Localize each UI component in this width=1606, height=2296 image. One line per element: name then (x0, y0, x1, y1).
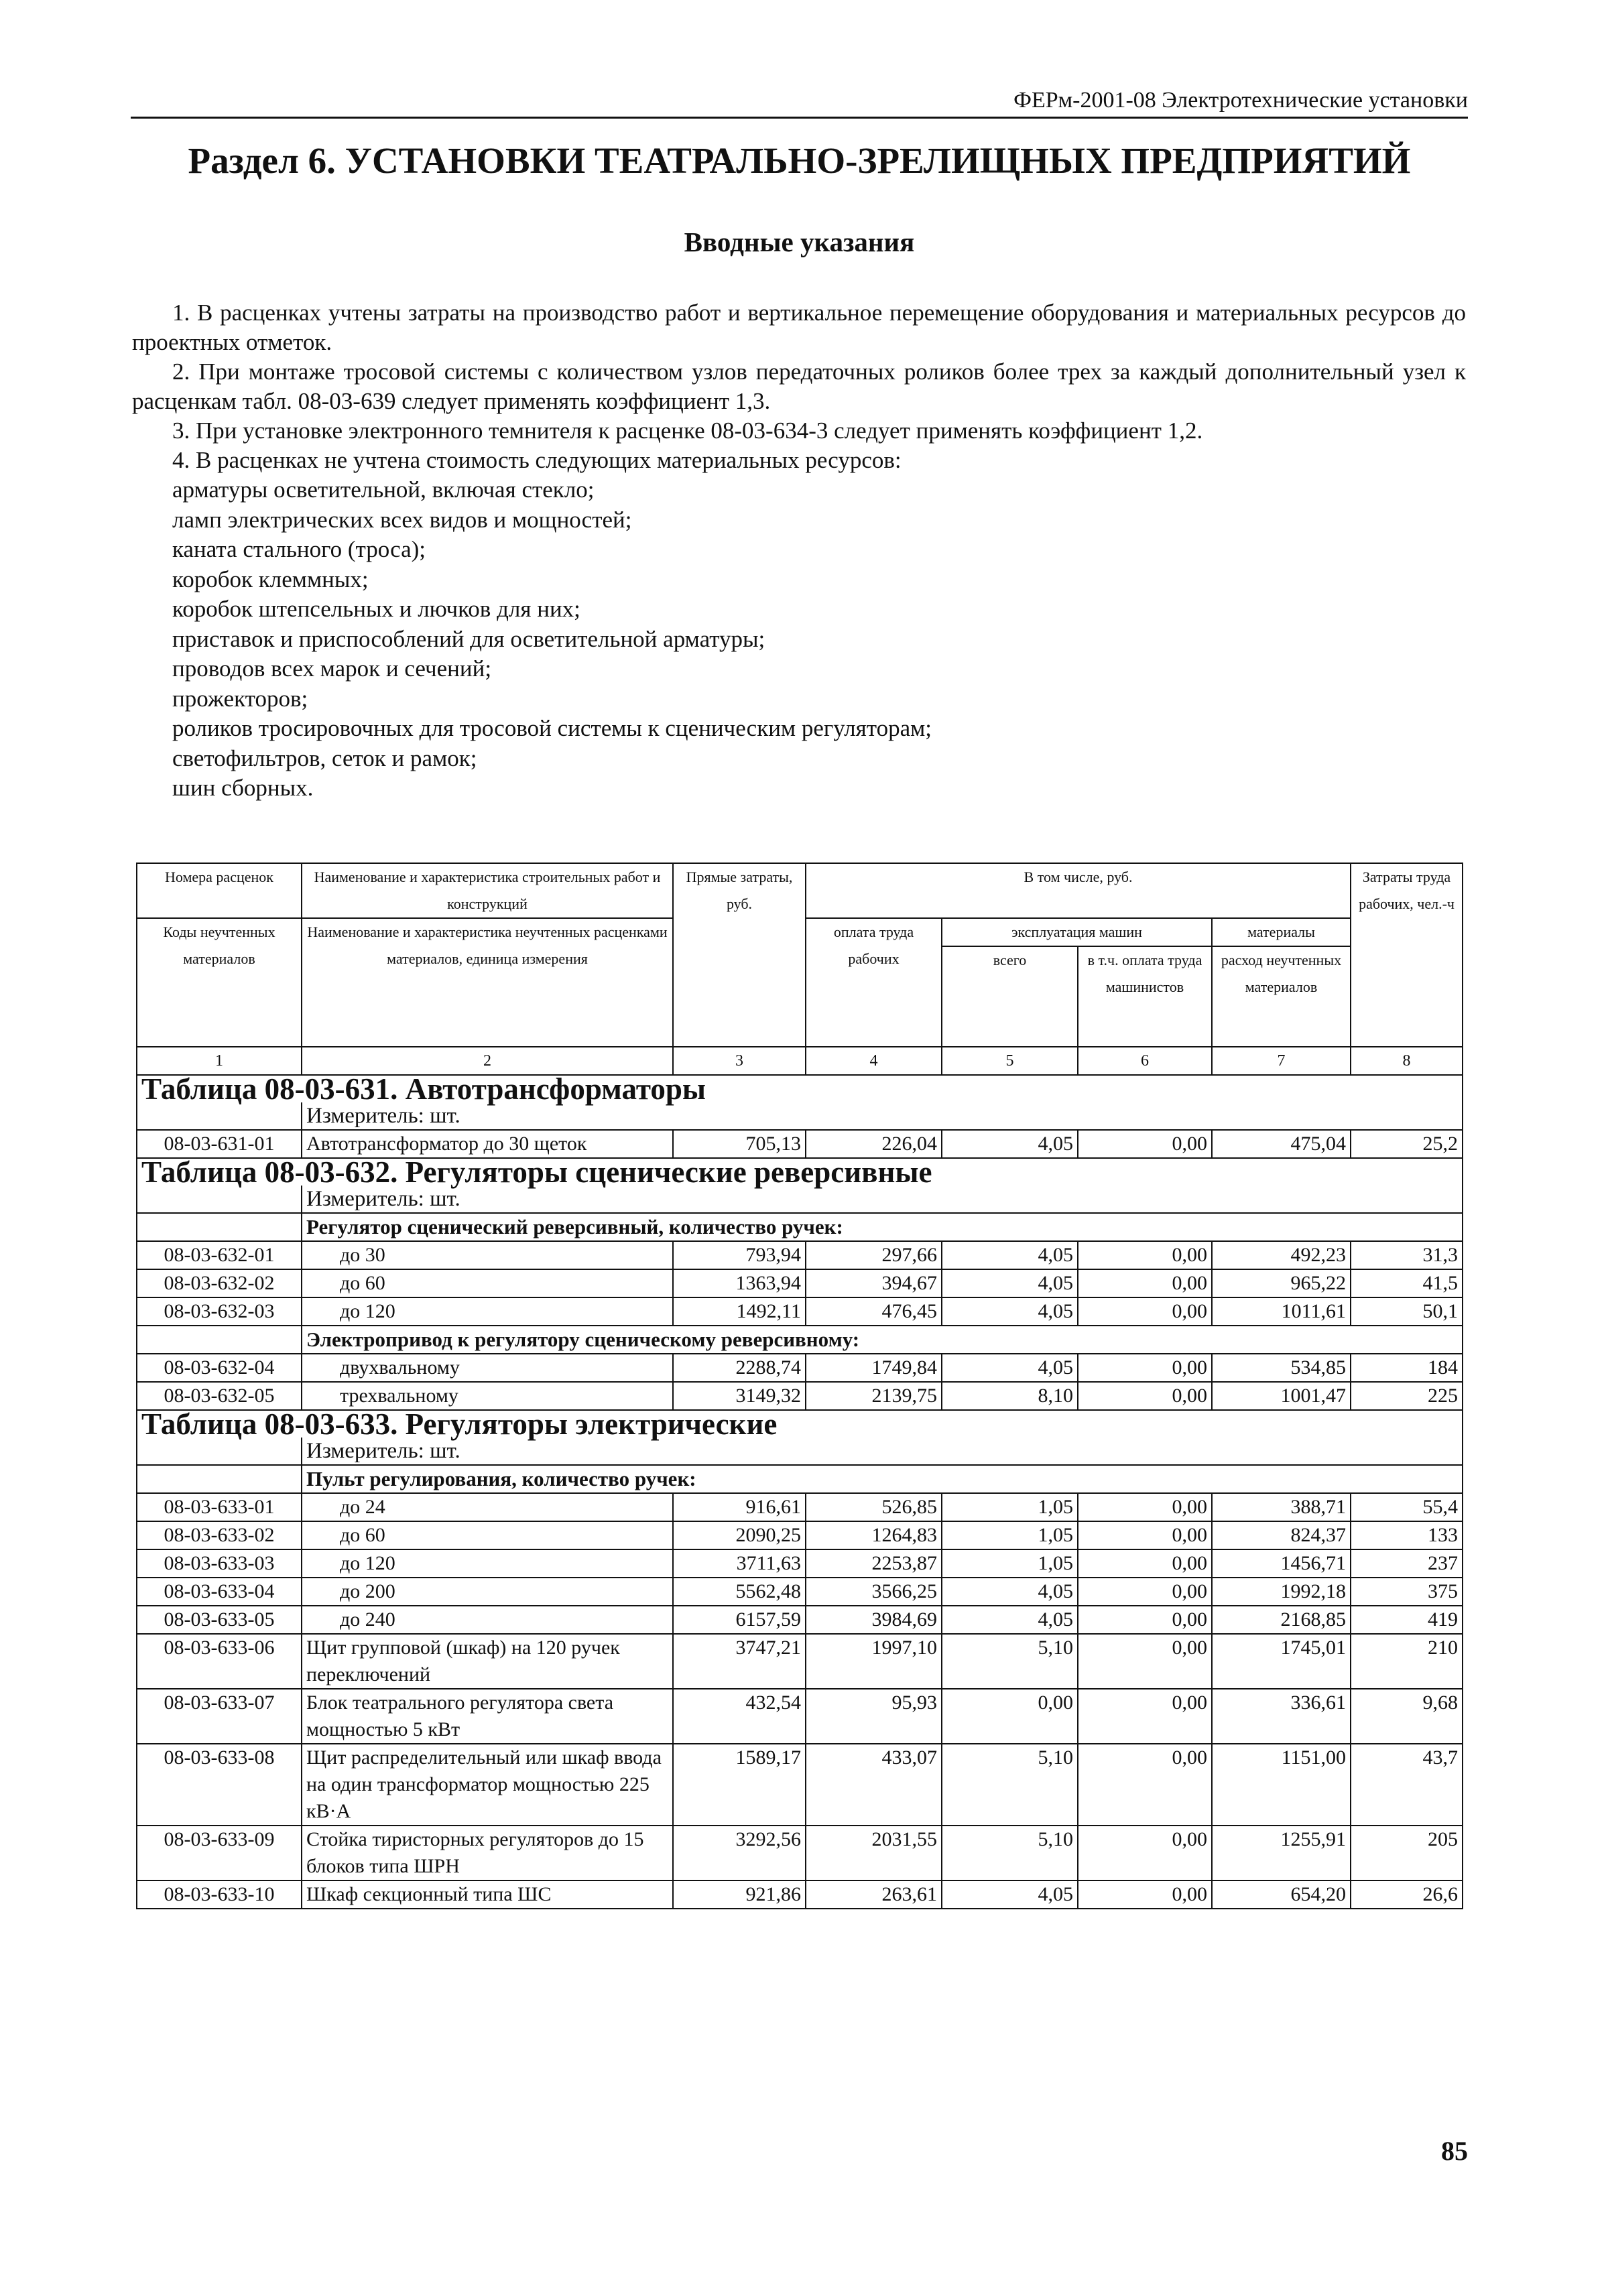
direct-costs: 916,61 (673, 1493, 806, 1521)
work-name: трехвальному (302, 1382, 673, 1410)
list-item: шин сборных. (172, 775, 314, 801)
list-item: роликов тросировочных для тросовой системы к сценическим регуляторам; (172, 715, 932, 741)
materials-cost: 824,37 (1212, 1521, 1351, 1549)
labor-pay: 95,93 (806, 1689, 942, 1744)
unit-spacer (137, 1438, 302, 1465)
work-name: Щит групповой (шкаф) на 120 ручек переключений (302, 1634, 673, 1689)
list-item: ламп электрических всех видов и мощностей; (172, 506, 632, 533)
work-name: Стойка тиристорных регуляторов до 15 блоков типа ШРН (302, 1826, 673, 1880)
labor-hours: 225 (1351, 1382, 1463, 1410)
direct-costs: 6157,59 (673, 1606, 806, 1634)
labor-hours: 184 (1351, 1354, 1463, 1382)
materials-cost: 475,04 (1212, 1130, 1351, 1158)
direct-costs: 3292,56 (673, 1826, 806, 1880)
work-name: Щит распределительный или шкаф ввода на один трансформатор мощностью 225 кВ·А (302, 1744, 673, 1826)
labor-hours: 237 (1351, 1549, 1463, 1578)
materials-cost: 388,71 (1212, 1493, 1351, 1521)
column-number: 4 (806, 1047, 942, 1075)
unit-spacer (137, 1102, 302, 1130)
rate-code: 08-03-633-09 (137, 1826, 302, 1880)
labor-hours: 41,5 (1351, 1269, 1463, 1297)
operator-pay: 0,00 (1078, 1744, 1212, 1826)
machine-costs: 5,10 (942, 1634, 1078, 1689)
materials-cost: 1151,00 (1212, 1744, 1351, 1826)
header-direct-costs: Прямые затраты, руб. (673, 863, 806, 1047)
rate-code: 08-03-633-08 (137, 1744, 302, 1826)
operator-pay: 0,00 (1078, 1493, 1212, 1521)
table-section-title-row (137, 1075, 1463, 1102)
direct-costs: 1589,17 (673, 1744, 806, 1826)
labor-hours: 25,2 (1351, 1130, 1463, 1158)
materials-cost: 1992,18 (1212, 1578, 1351, 1606)
group-spacer (137, 1465, 302, 1493)
labor-hours: 205 (1351, 1826, 1463, 1880)
work-name: до 60 (302, 1269, 673, 1297)
machine-costs: 4,05 (942, 1880, 1078, 1909)
direct-costs: 705,13 (673, 1130, 806, 1158)
operator-pay: 0,00 (1078, 1130, 1212, 1158)
materials-cost: 1001,47 (1212, 1382, 1351, 1410)
work-name: до 200 (302, 1578, 673, 1606)
group-heading-row (137, 1213, 1463, 1241)
work-name: двухвальному (302, 1354, 673, 1382)
table-section-title-row (137, 1158, 1463, 1186)
rate-code: 08-03-633-06 (137, 1634, 302, 1689)
rate-code: 08-03-632-03 (137, 1297, 302, 1326)
table-row (137, 1578, 1463, 1606)
header-machines-total: всего (942, 946, 1078, 1047)
materials-cost: 492,23 (1212, 1241, 1351, 1269)
machine-costs: 4,05 (942, 1606, 1078, 1634)
intro-paragraph-4: 4. В расценках не учтена стоимость следующих материальных ресурсов: (172, 447, 902, 473)
work-name: до 30 (302, 1241, 673, 1269)
machine-costs: 4,05 (942, 1297, 1078, 1326)
page-number: 85 (1441, 2136, 1468, 2166)
labor-hours: 375 (1351, 1578, 1463, 1606)
table-section-title: Таблица 08-03-632. Регуляторы сценические реверсивные (137, 1158, 1463, 1186)
header-col2-top: Наименование и характеристика строительных работ и конструкций (302, 863, 673, 918)
list-item: каната стального (троса); (172, 536, 426, 562)
labor-hours: 43,7 (1351, 1744, 1463, 1826)
column-number: 3 (673, 1047, 806, 1075)
rate-code: 08-03-632-05 (137, 1382, 302, 1410)
work-name: до 120 (302, 1549, 673, 1578)
header-materials-sub: расход неучтенных материалов (1212, 946, 1351, 1047)
labor-hours: 26,6 (1351, 1880, 1463, 1909)
header-col2-bottom: Наименование и характеристика неучтенных расценками материалов, единица измерения (302, 918, 673, 1047)
table-row (137, 1269, 1463, 1297)
intro-paragraph-3: 3. При установке электронного темнителя к расценке 08-03-634-3 следует применять коэффициент 1,2. (172, 418, 1203, 444)
materials-cost: 534,85 (1212, 1354, 1351, 1382)
direct-costs: 1363,94 (673, 1269, 806, 1297)
rate-code: 08-03-633-04 (137, 1578, 302, 1606)
labor-pay: 1264,83 (806, 1521, 942, 1549)
table-row (137, 1382, 1463, 1410)
operator-pay: 0,00 (1078, 1241, 1212, 1269)
unit-label: Измеритель: шт. (302, 1102, 1463, 1130)
labor-hours: 55,4 (1351, 1493, 1463, 1521)
direct-costs: 432,54 (673, 1689, 806, 1744)
intro-text (132, 298, 1466, 804)
labor-pay: 2031,55 (806, 1826, 942, 1880)
table-row (137, 1354, 1463, 1382)
direct-costs: 5562,48 (673, 1578, 806, 1606)
group-spacer (137, 1213, 302, 1241)
column-number: 2 (302, 1047, 673, 1075)
labor-pay: 2139,75 (806, 1382, 942, 1410)
unit-label: Измеритель: шт. (302, 1438, 1463, 1465)
rate-code: 08-03-633-05 (137, 1606, 302, 1634)
machine-costs: 5,10 (942, 1744, 1078, 1826)
column-number: 7 (1212, 1047, 1351, 1075)
rates-table (136, 863, 1463, 1909)
intro-paragraph-2: 2. При монтаже тросовой системы с количеством узлов передаточных роликов более трех за каждый дополнительный узел к расценкам табл. 08-03-639 следует применять коэффициент 1,3. (132, 359, 1466, 414)
materials-cost: 965,22 (1212, 1269, 1351, 1297)
unaccounted-materials-list (132, 475, 1466, 804)
intro-paragraph-1: 1. В расценках учтены затраты на производство работ и вертикальное перемещение оборудования и материальных ресурсов до проектных отметок. (132, 300, 1466, 355)
labor-hours: 31,3 (1351, 1241, 1463, 1269)
operator-pay: 0,00 (1078, 1354, 1212, 1382)
labor-pay: 3984,69 (806, 1606, 942, 1634)
list-item: приставок и приспособлений для осветительной арматуры; (172, 625, 765, 652)
labor-pay: 476,45 (806, 1297, 942, 1326)
unit-label: Измеритель: шт. (302, 1186, 1463, 1213)
group-heading-row (137, 1465, 1463, 1493)
section-title: Раздел 6. УСТАНОВКИ ТЕАТРАЛЬНО-ЗРЕЛИЩНЫХ ПРЕДПРИЯТИЙ (188, 140, 1411, 181)
header-labor-costs: Затраты труда рабочих, чел.-ч (1351, 863, 1463, 1047)
operator-pay: 0,00 (1078, 1297, 1212, 1326)
operator-pay: 0,00 (1078, 1606, 1212, 1634)
direct-costs: 2288,74 (673, 1354, 806, 1382)
list-item: коробок штепсельных и лючков для них; (172, 596, 580, 622)
rate-code: 08-03-633-10 (137, 1880, 302, 1909)
group-spacer (137, 1326, 302, 1354)
column-number: 8 (1351, 1047, 1463, 1075)
table-row (137, 1826, 1463, 1880)
table-section-title-row (137, 1410, 1463, 1438)
group-heading-row (137, 1326, 1463, 1354)
materials-cost: 1745,01 (1212, 1634, 1351, 1689)
table-row (137, 1549, 1463, 1578)
unit-row (137, 1438, 1463, 1465)
unit-spacer (137, 1186, 302, 1213)
rate-code: 08-03-632-01 (137, 1241, 302, 1269)
direct-costs: 793,94 (673, 1241, 806, 1269)
machine-costs: 4,05 (942, 1241, 1078, 1269)
table-row (137, 1634, 1463, 1689)
table-row (137, 1297, 1463, 1326)
rate-code: 08-03-633-02 (137, 1521, 302, 1549)
table-section-title: Таблица 08-03-631. Автотрансформаторы (137, 1075, 1463, 1102)
work-name: до 120 (302, 1297, 673, 1326)
labor-pay: 1997,10 (806, 1634, 942, 1689)
operator-pay: 0,00 (1078, 1382, 1212, 1410)
table-row (137, 1241, 1463, 1269)
labor-hours: 419 (1351, 1606, 1463, 1634)
direct-costs: 921,86 (673, 1880, 806, 1909)
list-item: коробок клеммных; (172, 566, 369, 592)
group-heading: Регулятор сценический реверсивный, количество ручек: (302, 1213, 1463, 1241)
direct-costs: 2090,25 (673, 1521, 806, 1549)
rate-code: 08-03-632-02 (137, 1269, 302, 1297)
work-name: Блок театрального регулятора света мощностью 5 кВт (302, 1689, 673, 1744)
operator-pay: 0,00 (1078, 1269, 1212, 1297)
operator-pay: 0,00 (1078, 1521, 1212, 1549)
rate-code: 08-03-632-04 (137, 1354, 302, 1382)
work-name: до 240 (302, 1606, 673, 1634)
table-row (137, 1521, 1463, 1549)
header-machines-operator-pay: в т.ч. оплата труда машинистов (1078, 946, 1212, 1047)
group-heading: Электропривод к регулятору сценическому реверсивному: (302, 1326, 1463, 1354)
machine-costs: 4,05 (942, 1578, 1078, 1606)
list-item: прожекторов; (172, 685, 308, 712)
table-row (137, 1130, 1463, 1158)
work-name: до 60 (302, 1521, 673, 1549)
operator-pay: 0,00 (1078, 1578, 1212, 1606)
labor-pay: 1749,84 (806, 1354, 942, 1382)
column-number: 5 (942, 1047, 1078, 1075)
materials-cost: 1011,61 (1212, 1297, 1351, 1326)
labor-pay: 263,61 (806, 1880, 942, 1909)
machine-costs: 1,05 (942, 1549, 1078, 1578)
labor-pay: 433,07 (806, 1744, 942, 1826)
group-heading: Пульт регулирования, количество ручек: (302, 1465, 1463, 1493)
labor-hours: 50,1 (1351, 1297, 1463, 1326)
materials-cost: 1456,71 (1212, 1549, 1351, 1578)
list-item: арматуры осветительной, включая стекло; (172, 476, 595, 503)
materials-cost: 1255,91 (1212, 1826, 1351, 1880)
labor-pay: 3566,25 (806, 1578, 942, 1606)
header-materials: материалы (1212, 918, 1351, 946)
labor-pay: 226,04 (806, 1130, 942, 1158)
table-row (137, 1744, 1463, 1826)
list-item: проводов всех марок и сечений; (172, 655, 492, 682)
table-header (137, 863, 1463, 1075)
header-including: В том числе, руб. (806, 863, 1351, 918)
operator-pay: 0,00 (1078, 1634, 1212, 1689)
operator-pay: 0,00 (1078, 1689, 1212, 1744)
header-labor-pay: оплата труда рабочих (806, 918, 942, 1047)
table-row (137, 1689, 1463, 1744)
table-section-title: Таблица 08-03-633. Регуляторы электрические (137, 1410, 1463, 1438)
machine-costs: 4,05 (942, 1354, 1078, 1382)
machine-costs: 4,05 (942, 1269, 1078, 1297)
machine-costs: 5,10 (942, 1826, 1078, 1880)
labor-hours: 9,68 (1351, 1689, 1463, 1744)
work-name: Автотрансформатор до 30 щеток (302, 1130, 673, 1158)
operator-pay: 0,00 (1078, 1549, 1212, 1578)
materials-cost: 336,61 (1212, 1689, 1351, 1744)
rate-code: 08-03-631-01 (137, 1130, 302, 1158)
direct-costs: 3149,32 (673, 1382, 806, 1410)
machine-costs: 4,05 (942, 1130, 1078, 1158)
operator-pay: 0,00 (1078, 1826, 1212, 1880)
operator-pay: 0,00 (1078, 1880, 1212, 1909)
machine-costs: 0,00 (942, 1689, 1078, 1744)
direct-costs: 3711,63 (673, 1549, 806, 1578)
rate-code: 08-03-633-01 (137, 1493, 302, 1521)
intro-heading: Вводные указания (684, 227, 915, 257)
column-number: 6 (1078, 1047, 1212, 1075)
unit-row (137, 1186, 1463, 1213)
materials-cost: 2168,85 (1212, 1606, 1351, 1634)
materials-cost: 654,20 (1212, 1880, 1351, 1909)
table-body (137, 1072, 1463, 1909)
machine-costs: 1,05 (942, 1521, 1078, 1549)
rate-code: 08-03-633-03 (137, 1549, 302, 1578)
header-col1-bottom: Коды неучтенных материалов (137, 918, 302, 1047)
header-machines: эксплуатация машин (942, 918, 1212, 946)
direct-costs: 1492,11 (673, 1297, 806, 1326)
running-header: ФЕРм-2001-08 Электротехнические установки (131, 86, 1468, 119)
column-number: 1 (137, 1047, 302, 1075)
table-row (137, 1880, 1463, 1909)
labor-hours: 210 (1351, 1634, 1463, 1689)
machine-costs: 8,10 (942, 1382, 1078, 1410)
labor-pay: 394,67 (806, 1269, 942, 1297)
direct-costs: 3747,21 (673, 1634, 806, 1689)
labor-pay: 526,85 (806, 1493, 942, 1521)
labor-pay: 297,66 (806, 1241, 942, 1269)
labor-hours: 133 (1351, 1521, 1463, 1549)
rate-code: 08-03-633-07 (137, 1689, 302, 1744)
work-name: до 24 (302, 1493, 673, 1521)
list-item: светофильтров, сеток и рамок; (172, 745, 477, 771)
machine-costs: 1,05 (942, 1493, 1078, 1521)
labor-pay: 2253,87 (806, 1549, 942, 1578)
work-name: Шкаф секционный типа ШС (302, 1880, 673, 1909)
unit-row (137, 1102, 1463, 1130)
header-col1-top: Номера расценок (137, 863, 302, 918)
table-row (137, 1606, 1463, 1634)
table-row (137, 1493, 1463, 1521)
